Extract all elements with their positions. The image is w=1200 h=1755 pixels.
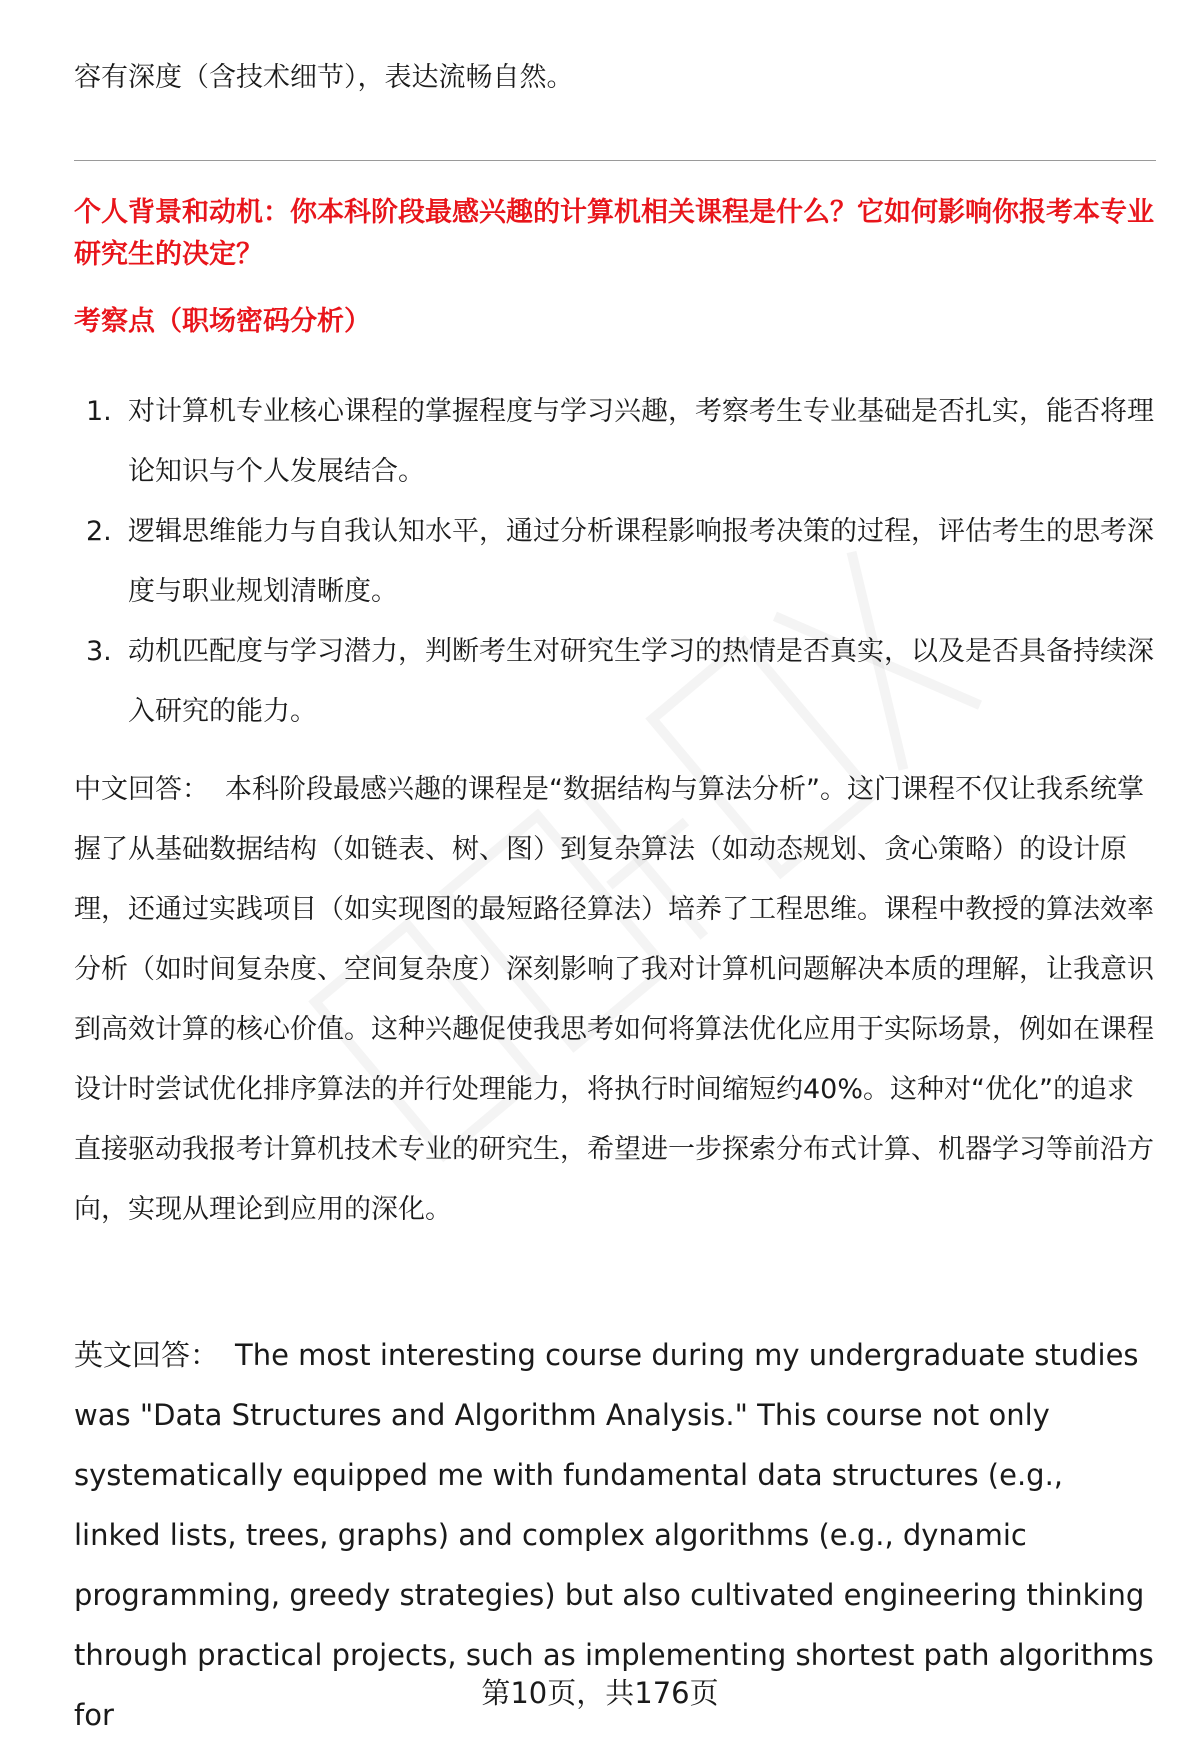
point-number: 2. bbox=[86, 516, 112, 547]
point-text: 逻辑思维能力与自我认知水平，通过分析课程影响报考决策的过程，评估考生的思考深度与职业规划清晰度。 bbox=[128, 516, 1154, 607]
page-number-footer: 第10页，共176页 bbox=[481, 1676, 719, 1710]
chinese-answer-paragraph bbox=[74, 760, 1156, 1240]
point-number: 1. bbox=[86, 396, 112, 427]
point-text: 对计算机专业核心课程的掌握程度与学习兴趣，考察考生专业基础是否扎实，能否将理论知识与个人发展结合。 bbox=[128, 396, 1154, 487]
analysis-points-list bbox=[74, 382, 1156, 742]
analysis-point-2 bbox=[74, 502, 1156, 622]
point-text: 动机匹配度与学习潜力，判断考生对研究生学习的热情是否真实，以及是否具备持续深入研究的能力。 bbox=[128, 636, 1154, 727]
question-heading: 个人背景和动机：你本科阶段最感兴趣的计算机相关课程是什么？它如何影响你报考本专业研究生的决定？ bbox=[74, 197, 1154, 270]
chinese-answer-text: 本科阶段最感兴趣的课程是“数据结构与算法分析”。这门课程不仅让我系统掌握了从基础数据结构（如链表、树、图）到复杂算法（如动态规划、贪心策略）的设计原理，还通过实践项目（如实现图的最短路径算法）培养了工程思维。课程中教授的算法效率分析（如时间复杂度、空间复杂度）深刻影响了我对计算机问题解决本质的理解，让我意识到高效计算的核心价值。这种兴趣促使我思考如何将算法优化应用于实际场景，例如在课程设计时尝试优化排序算法的并行处理能力，将执行时间缩短约40%。这种对“优化”的追求直接驱动我报考计算机技术专业的研究生，希望进一步探索分布式计算、机器学习等前沿方向，实现从理论到应用的深化。 bbox=[74, 774, 1154, 1225]
point-number: 3. bbox=[86, 636, 112, 667]
analysis-point-1 bbox=[74, 382, 1156, 502]
intro-tail-text: 容有深度（含技术细节），表达流畅自然。 bbox=[74, 62, 574, 93]
analysis-point-3 bbox=[74, 622, 1156, 742]
english-answer-text: The most interesting course during my undergraduate studies was "Data Structures and Algorithm Analysis." This course not only systematically equipped me with fundamental data structures (e.g., linked lists, trees, graphs) and complex algorithms (e.g., dynamic programming, greedy strategies) but also cultivated engineering thinking through practical projects, such as implementing shortest path algorithms for bbox=[74, 1338, 1154, 1732]
analysis-title: 考察点（职场密码分析） bbox=[74, 306, 371, 337]
section-divider bbox=[74, 160, 1156, 161]
english-answer-label: 英文回答： bbox=[74, 1338, 220, 1372]
chinese-answer-label: 中文回答： bbox=[74, 774, 209, 805]
